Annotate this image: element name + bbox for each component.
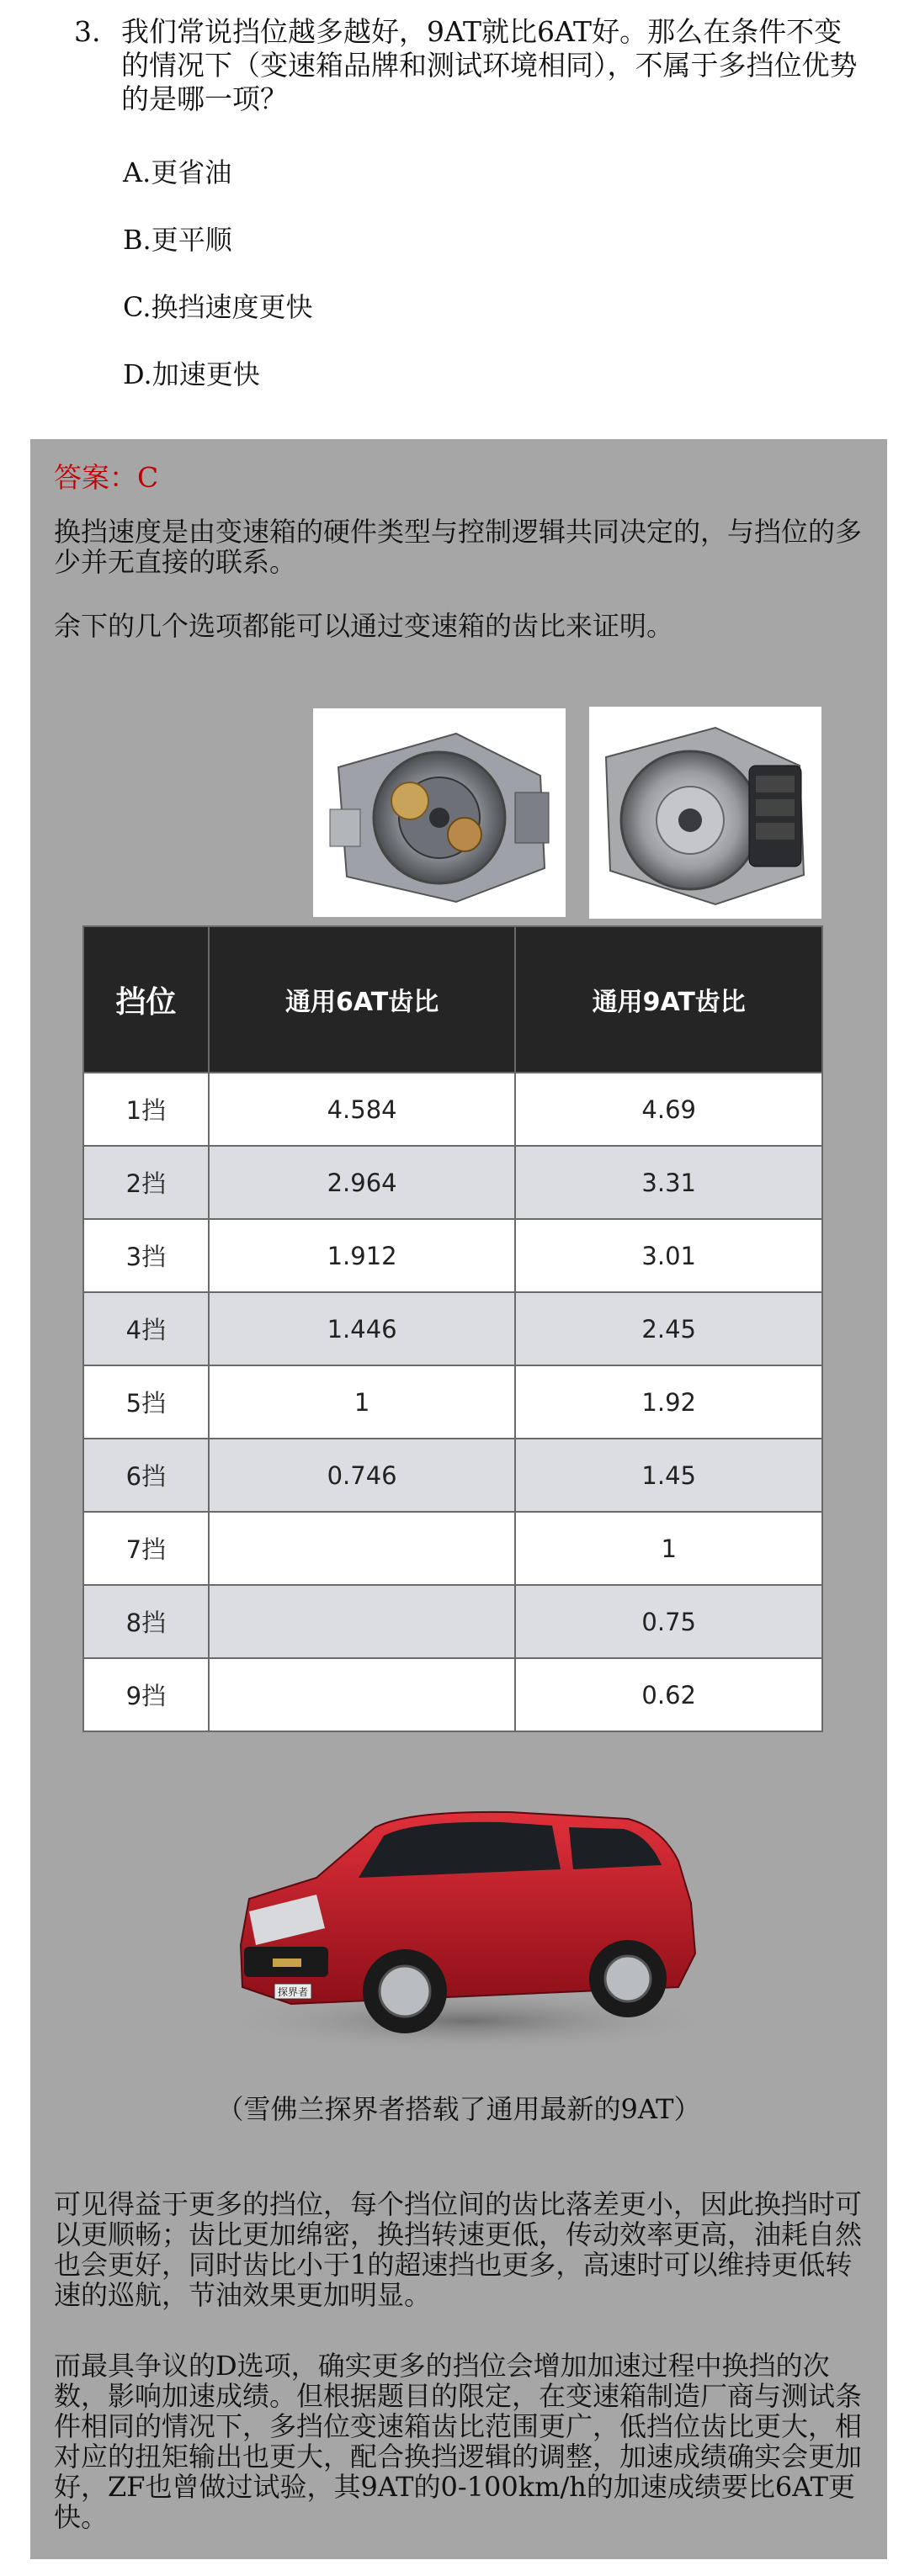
answer-label: 答案：C	[54, 461, 159, 494]
option-d: D.加速更快	[123, 358, 260, 390]
ratio-6at-cell: 1.446	[209, 1292, 516, 1365]
gear-cell: 9挡	[83, 1658, 209, 1731]
table-row	[83, 1219, 822, 1292]
option-c: C.换挡速度更快	[123, 291, 313, 323]
table-row	[83, 1439, 822, 1512]
gear-cell: 2挡	[83, 1146, 209, 1219]
option-a: A.更省油	[123, 156, 232, 188]
ratio-9at-cell: 0.62	[515, 1658, 822, 1731]
ratio-6at-cell: 0.746	[209, 1439, 516, 1512]
question-number: 3.	[74, 15, 101, 48]
explanation-paragraph-4: 而最具争议的D选项，确实更多的挡位会增加加速过程中换挡的次数，影响加速成绩。但根据题目的限定，在变速箱制造厂商与测试条件相同的情况下，多挡位变速箱齿比范围更广，低挡位齿比更大，相对应的扭矩输出也更大，配合换挡逻辑的调整，加速成绩确实会更加好，ZF也曾做过试验，其9AT的0-100km/h的加速成绩要比6AT更快。	[54, 2350, 863, 2533]
ratio-6at-cell: 1.912	[209, 1219, 516, 1292]
gear-cell: 3挡	[83, 1219, 209, 1292]
header-6at: 通用6AT齿比	[209, 926, 516, 1073]
explanation-paragraph-3: 可见得益于更多的挡位，每个挡位间的齿比落差更小，因此换挡时可以更顺畅；齿比更加绵密，换挡转速更低，传动效率更高，油耗自然也会更好，同时齿比小于1的超速挡也更多，高速时可以维持更低转速的巡航，节油效果更加明显。	[54, 2188, 863, 2311]
gear-ratio-table	[82, 925, 823, 1732]
table-row	[83, 1292, 822, 1365]
transmission-6at-photo	[313, 708, 566, 917]
table-row	[83, 1073, 822, 1146]
gear-cell: 5挡	[83, 1365, 209, 1439]
ratio-9at-cell: 1	[515, 1512, 822, 1585]
answer-panel	[30, 439, 887, 2559]
gear-cell: 8挡	[83, 1585, 209, 1658]
option-b: B.更平顺	[123, 224, 232, 256]
gear-cell: 7挡	[83, 1512, 209, 1585]
car-license-badge: 探界者	[277, 1986, 309, 1998]
gear-cell: 6挡	[83, 1439, 209, 1512]
explanation-paragraph-2: 余下的几个选项都能可以通过变速箱的齿比来证明。	[54, 610, 674, 642]
ratio-6at-cell: 2.964	[209, 1146, 516, 1219]
ratio-6at-cell: 1	[209, 1365, 516, 1439]
question	[74, 15, 865, 116]
table-row	[83, 1512, 822, 1585]
table-row	[83, 1365, 822, 1439]
header-gear: 挡位	[83, 926, 209, 1073]
car-caption: （雪佛兰探界者搭载了通用最新的9AT）	[216, 2093, 701, 2125]
ratio-9at-cell: 4.69	[515, 1073, 822, 1146]
header-9at: 通用9AT齿比	[515, 926, 822, 1073]
ratio-6at-cell	[209, 1512, 516, 1585]
table-row	[83, 1658, 822, 1731]
ratio-9at-cell: 3.01	[515, 1219, 822, 1292]
ratio-6at-cell	[209, 1585, 516, 1658]
ratio-9at-cell: 1.92	[515, 1365, 822, 1439]
ratio-9at-cell: 3.31	[515, 1146, 822, 1219]
ratio-6at-cell	[209, 1658, 516, 1731]
ratio-6at-cell: 4.584	[209, 1073, 516, 1146]
gear-cell: 1挡	[83, 1073, 209, 1146]
table-row	[83, 1146, 822, 1219]
ratio-9at-cell: 0.75	[515, 1585, 822, 1658]
car-photo	[190, 1752, 729, 2071]
transmission-9at-photo	[589, 707, 821, 919]
table-header-row	[83, 926, 822, 1073]
ratio-9at-cell: 1.45	[515, 1439, 822, 1512]
gear-cell: 4挡	[83, 1292, 209, 1365]
explanation-paragraph-1: 换挡速度是由变速箱的硬件类型与控制逻辑共同决定的，与挡位的多少并无直接的联系。	[54, 516, 863, 578]
question-text: 我们常说挡位越多越好，9AT就比6AT好。那么在条件不变的情况下（变速箱品牌和测试环境相同），不属于多挡位优势的是哪一项？	[121, 15, 858, 115]
table-row	[83, 1585, 822, 1658]
ratio-9at-cell: 2.45	[515, 1292, 822, 1365]
